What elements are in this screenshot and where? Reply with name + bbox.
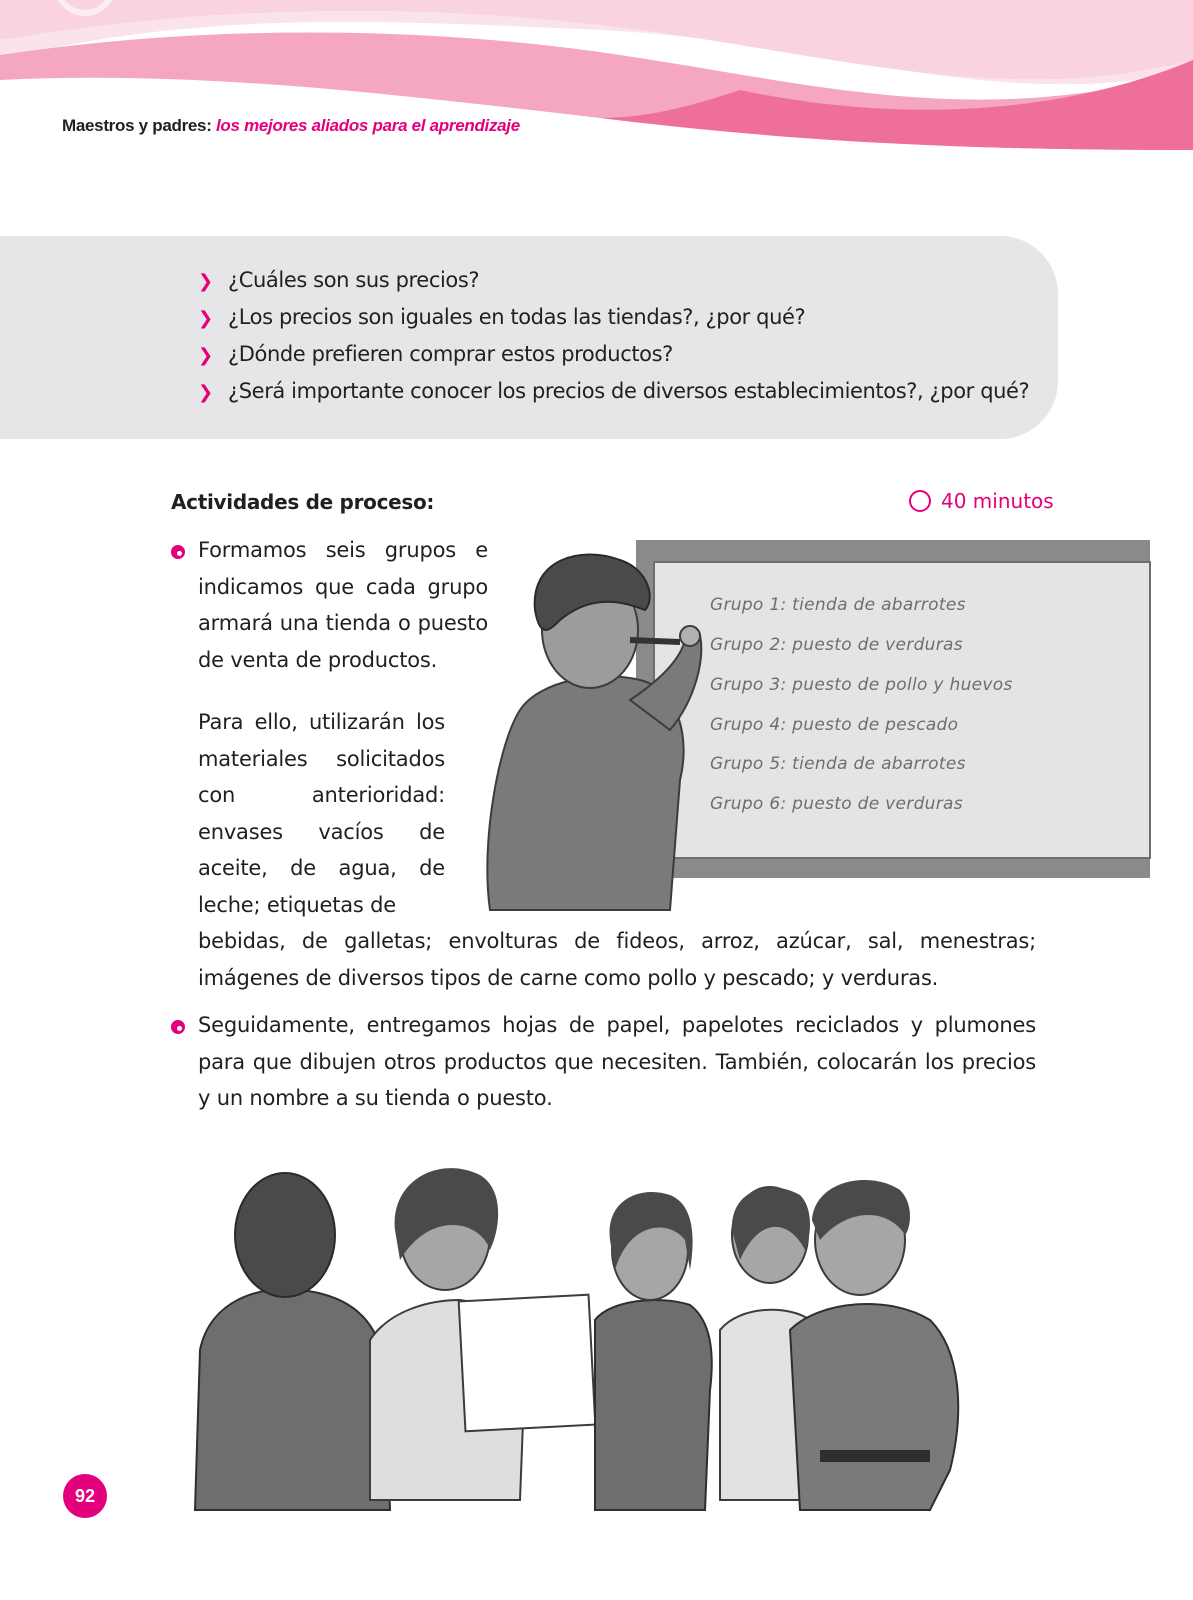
chevron-right-icon: ❯ xyxy=(198,308,213,329)
paragraph-2-wide: bebidas, de galletas; envolturas de fideos, arroz, azúcar, sal, menestras; imágenes de diversos tipos de carne como pollo y pescado; y verduras. xyxy=(198,929,1036,990)
group-people-illustration xyxy=(190,1150,980,1520)
header-prefix: Maestros y padres: xyxy=(62,116,212,135)
board-line-2: Grupo 2: puesto de verduras xyxy=(710,635,963,655)
duration-badge xyxy=(909,489,1054,513)
chevron-right-icon: ❯ xyxy=(198,382,213,403)
running-header xyxy=(62,116,520,136)
chevron-right-icon: ❯ xyxy=(198,271,213,292)
question-item: ❯ ¿Dónde prefieren comprar estos productos? xyxy=(198,336,1029,373)
questions-list xyxy=(198,262,1029,410)
board-line-4: Grupo 4: puesto de pescado xyxy=(710,715,959,735)
paragraph-1: Formamos seis grupos e indicamos que cada grupo armará una tienda o puesto de venta de productos. xyxy=(198,538,488,672)
header-accent: los mejores aliados para el aprendizaje xyxy=(216,116,520,135)
question-item: ❯ ¿Los precios son iguales en todas las tiendas?, ¿por qué? xyxy=(198,299,1029,336)
question-item: ❯ ¿Cuáles son sus precios? xyxy=(198,262,1029,299)
board-line-6: Grupo 6: puesto de verduras xyxy=(710,794,963,814)
paragraph-3: Seguidamente, entregamos hojas de papel, papelotes reciclados y plumones para que dibujen otros productos que necesiten. También, colocarán los precios y un nombre a su tienda o puesto. xyxy=(198,1013,1036,1110)
teacher-board-illustration xyxy=(480,540,1170,924)
board-line-1: Grupo 1: tienda de abarrotes xyxy=(710,595,966,615)
board-line-3: Grupo 3: puesto de pollo y huevos xyxy=(710,675,1013,695)
section-title: Actividades de proceso: xyxy=(171,490,435,514)
page-number: 92 xyxy=(63,1474,107,1518)
paragraph-2-narrow: Para ello, utilizarán los materiales solicitados con anterioridad: envases vacíos de aceite, de agua, de leche; etiquetas de xyxy=(198,710,445,917)
chevron-right-icon: ❯ xyxy=(198,345,213,366)
question-item: ❯ ¿Será importante conocer los precios de diversos establecimientos?, ¿por qué? xyxy=(198,373,1029,410)
bullet-icon xyxy=(171,545,185,559)
duration-text: 40 minutos xyxy=(941,489,1054,513)
bullet-icon xyxy=(171,1020,185,1034)
board-line-5: Grupo 5: tienda de abarrotes xyxy=(710,754,966,774)
clock-icon xyxy=(909,490,931,512)
